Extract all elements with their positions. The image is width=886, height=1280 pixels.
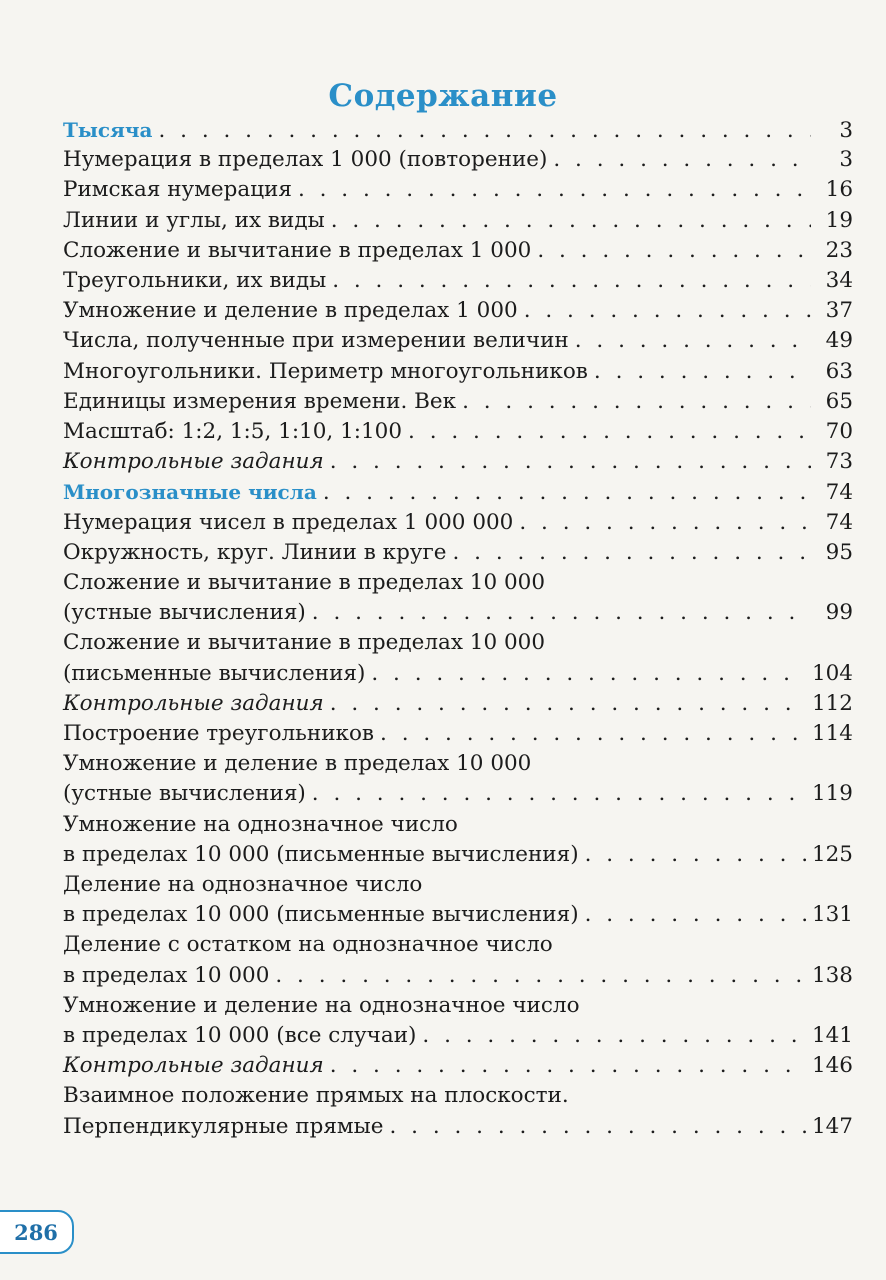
toc-entry-label: Числа, полученные при измерении величин — [63, 328, 569, 354]
toc-entry-label: в пределах 10 000 — [63, 962, 270, 988]
dot-leader — [330, 1049, 806, 1083]
toc-page-number: 23 — [825, 237, 853, 263]
toc-entry-label: в пределах 10 000 (письменные вычисления) — [63, 902, 579, 928]
toc-entry-label: Масштаб: 1:2, 1:5, 1:10, 1:100 — [63, 419, 403, 444]
toc-entry-label: Умножение на однозначное число — [63, 811, 458, 837]
toc-entry — [63, 898, 853, 932]
toc-entry — [63, 687, 853, 721]
toc-page-number: 73 — [825, 449, 853, 475]
toc-entry — [63, 294, 853, 328]
dot-leader — [408, 415, 811, 449]
dot-leader — [519, 506, 811, 540]
toc-page-number: 16 — [825, 177, 853, 203]
toc-entry — [63, 808, 853, 842]
toc-page-number: 114 — [811, 721, 853, 746]
dot-leader — [422, 1019, 806, 1053]
toc-page-number: 146 — [811, 1053, 853, 1079]
toc-entry — [63, 959, 853, 993]
toc-entry-label: Единицы измерения времени. Век — [63, 388, 457, 414]
toc-entry-label: Тысяча — [63, 118, 153, 142]
toc-entry — [63, 566, 853, 600]
toc-entry-label: Нумерация в пределах 1 000 (повторение) — [63, 147, 548, 173]
dot-leader — [330, 687, 806, 721]
toc-entry — [63, 143, 853, 177]
toc-entry — [63, 1110, 853, 1144]
toc-entry-label: Нумерация чисел в пределах 1 000 000 — [63, 509, 514, 535]
toc-entry — [63, 415, 853, 449]
dot-leader — [524, 294, 811, 328]
toc-page-number: 104 — [811, 660, 853, 686]
dot-leader — [553, 143, 811, 177]
toc-entry — [63, 1049, 853, 1083]
toc-page-number: 99 — [825, 600, 853, 626]
page-number-tab: 286 — [0, 1210, 74, 1254]
toc-entry — [63, 777, 853, 811]
toc-entry — [63, 928, 853, 962]
toc-entry-label: Умножение и деление на однозначное число — [63, 992, 580, 1018]
dot-leader — [298, 173, 811, 207]
toc-page-number: 74 — [825, 509, 853, 535]
dot-leader — [575, 324, 811, 358]
toc-page-number: 131 — [811, 902, 853, 928]
toc-entry-label: (устные вычисления) — [63, 781, 306, 807]
toc-page-number: 141 — [811, 1023, 853, 1048]
toc-entry-label: Линии и углы, их виды — [63, 207, 325, 233]
dot-leader — [312, 777, 806, 811]
toc-entry — [63, 1019, 853, 1053]
toc-entry — [63, 355, 853, 389]
dot-leader — [371, 657, 806, 691]
toc-page-number: 63 — [825, 358, 853, 384]
toc-page-number: 112 — [811, 690, 853, 716]
toc-entry — [63, 838, 853, 872]
dot-leader — [585, 898, 806, 932]
toc-entry — [63, 989, 853, 1023]
toc-entry-label: Умножение и деление в пределах 1 000 — [63, 298, 518, 324]
toc-page-number: 19 — [825, 207, 853, 233]
toc-page-number: 125 — [811, 841, 853, 867]
toc-entry-label: Контрольные задания — [63, 690, 324, 716]
toc-page-number: 147 — [811, 1113, 853, 1139]
toc-entry — [63, 506, 853, 540]
toc-entry — [63, 626, 853, 660]
toc-entry-label: (письменные вычисления) — [63, 660, 366, 686]
dot-leader — [312, 596, 811, 630]
toc-entry — [63, 596, 853, 630]
dot-leader — [537, 234, 811, 268]
toc-entry-label: в пределах 10 000 (письменные вычисления) — [63, 841, 579, 867]
toc-page-number: 34 — [825, 268, 853, 293]
toc-entry — [63, 536, 853, 570]
toc-entry — [63, 173, 853, 207]
toc-entry — [63, 747, 853, 781]
toc-page-number: 3 — [839, 147, 853, 173]
toc-entry-label: Взаимное положение прямых на плоскости. — [63, 1083, 569, 1109]
toc-page-number: 37 — [825, 298, 853, 324]
dot-leader — [594, 355, 811, 389]
toc-page-number: 70 — [825, 419, 853, 444]
dot-leader — [330, 445, 811, 479]
toc-entry-label: Сложение и вычитание в пределах 10 000 — [63, 630, 546, 656]
page-title: Содержание — [328, 78, 558, 114]
toc-entry-label: Сложение и вычитание в пределах 10 000 — [63, 570, 546, 595]
dot-leader — [462, 385, 811, 419]
dot-leader — [389, 1110, 805, 1144]
toc-entry — [63, 445, 853, 479]
toc-entry-label: Перпендикулярные прямые — [63, 1113, 384, 1139]
toc-entry — [63, 324, 853, 358]
toc-page-number: 95 — [825, 539, 853, 565]
toc-entry — [63, 1079, 853, 1113]
toc-page-number: 138 — [811, 962, 853, 988]
toc-entry-label: Римская нумерация — [63, 177, 292, 203]
toc-entry — [63, 204, 853, 238]
toc-page-number: 3 — [839, 118, 853, 143]
dot-leader — [585, 838, 806, 872]
toc-entry-label: Умножение и деление в пределах 10 000 — [63, 751, 532, 777]
toc-entry — [63, 657, 853, 691]
toc-entry-label: Деление с остатком на однозначное число — [63, 932, 553, 958]
dot-leader — [331, 204, 811, 238]
toc-entry-label: Контрольные задания — [63, 449, 324, 475]
dot-leader — [453, 536, 812, 570]
dot-leader — [332, 264, 811, 298]
toc-entry-label: Треугольники, их виды — [63, 268, 327, 293]
toc-entry — [63, 234, 853, 268]
dot-leader — [275, 959, 806, 993]
toc-page-number: 119 — [811, 781, 853, 807]
toc-entry-label: Многозначные числа — [63, 480, 317, 505]
toc-entry-label: (устные вычисления) — [63, 600, 306, 626]
dot-leader — [380, 717, 806, 751]
toc-entry-label: Сложение и вычитание в пределах 1 000 — [63, 237, 532, 263]
toc-section-heading — [63, 113, 853, 147]
toc-section-heading — [63, 475, 853, 509]
toc-entry-label: Построение треугольников — [63, 721, 375, 746]
toc-entry-label: в пределах 10 000 (все случаи) — [63, 1023, 417, 1048]
toc-entry-label: Контрольные задания — [63, 1053, 324, 1079]
toc-entry — [63, 868, 853, 902]
toc-page-number: 74 — [825, 480, 853, 506]
toc-page-number: 49 — [825, 328, 853, 354]
toc-entry-label: Деление на однозначное число — [63, 872, 423, 897]
toc-page-number: 65 — [825, 388, 853, 414]
toc-entry — [63, 264, 853, 298]
toc-entry — [63, 717, 853, 751]
toc-entry — [63, 385, 853, 419]
toc-entry-label: Многоугольники. Периметр многоугольников — [63, 358, 588, 384]
toc-entry-label: Окружность, круг. Линии в круге — [63, 539, 447, 565]
